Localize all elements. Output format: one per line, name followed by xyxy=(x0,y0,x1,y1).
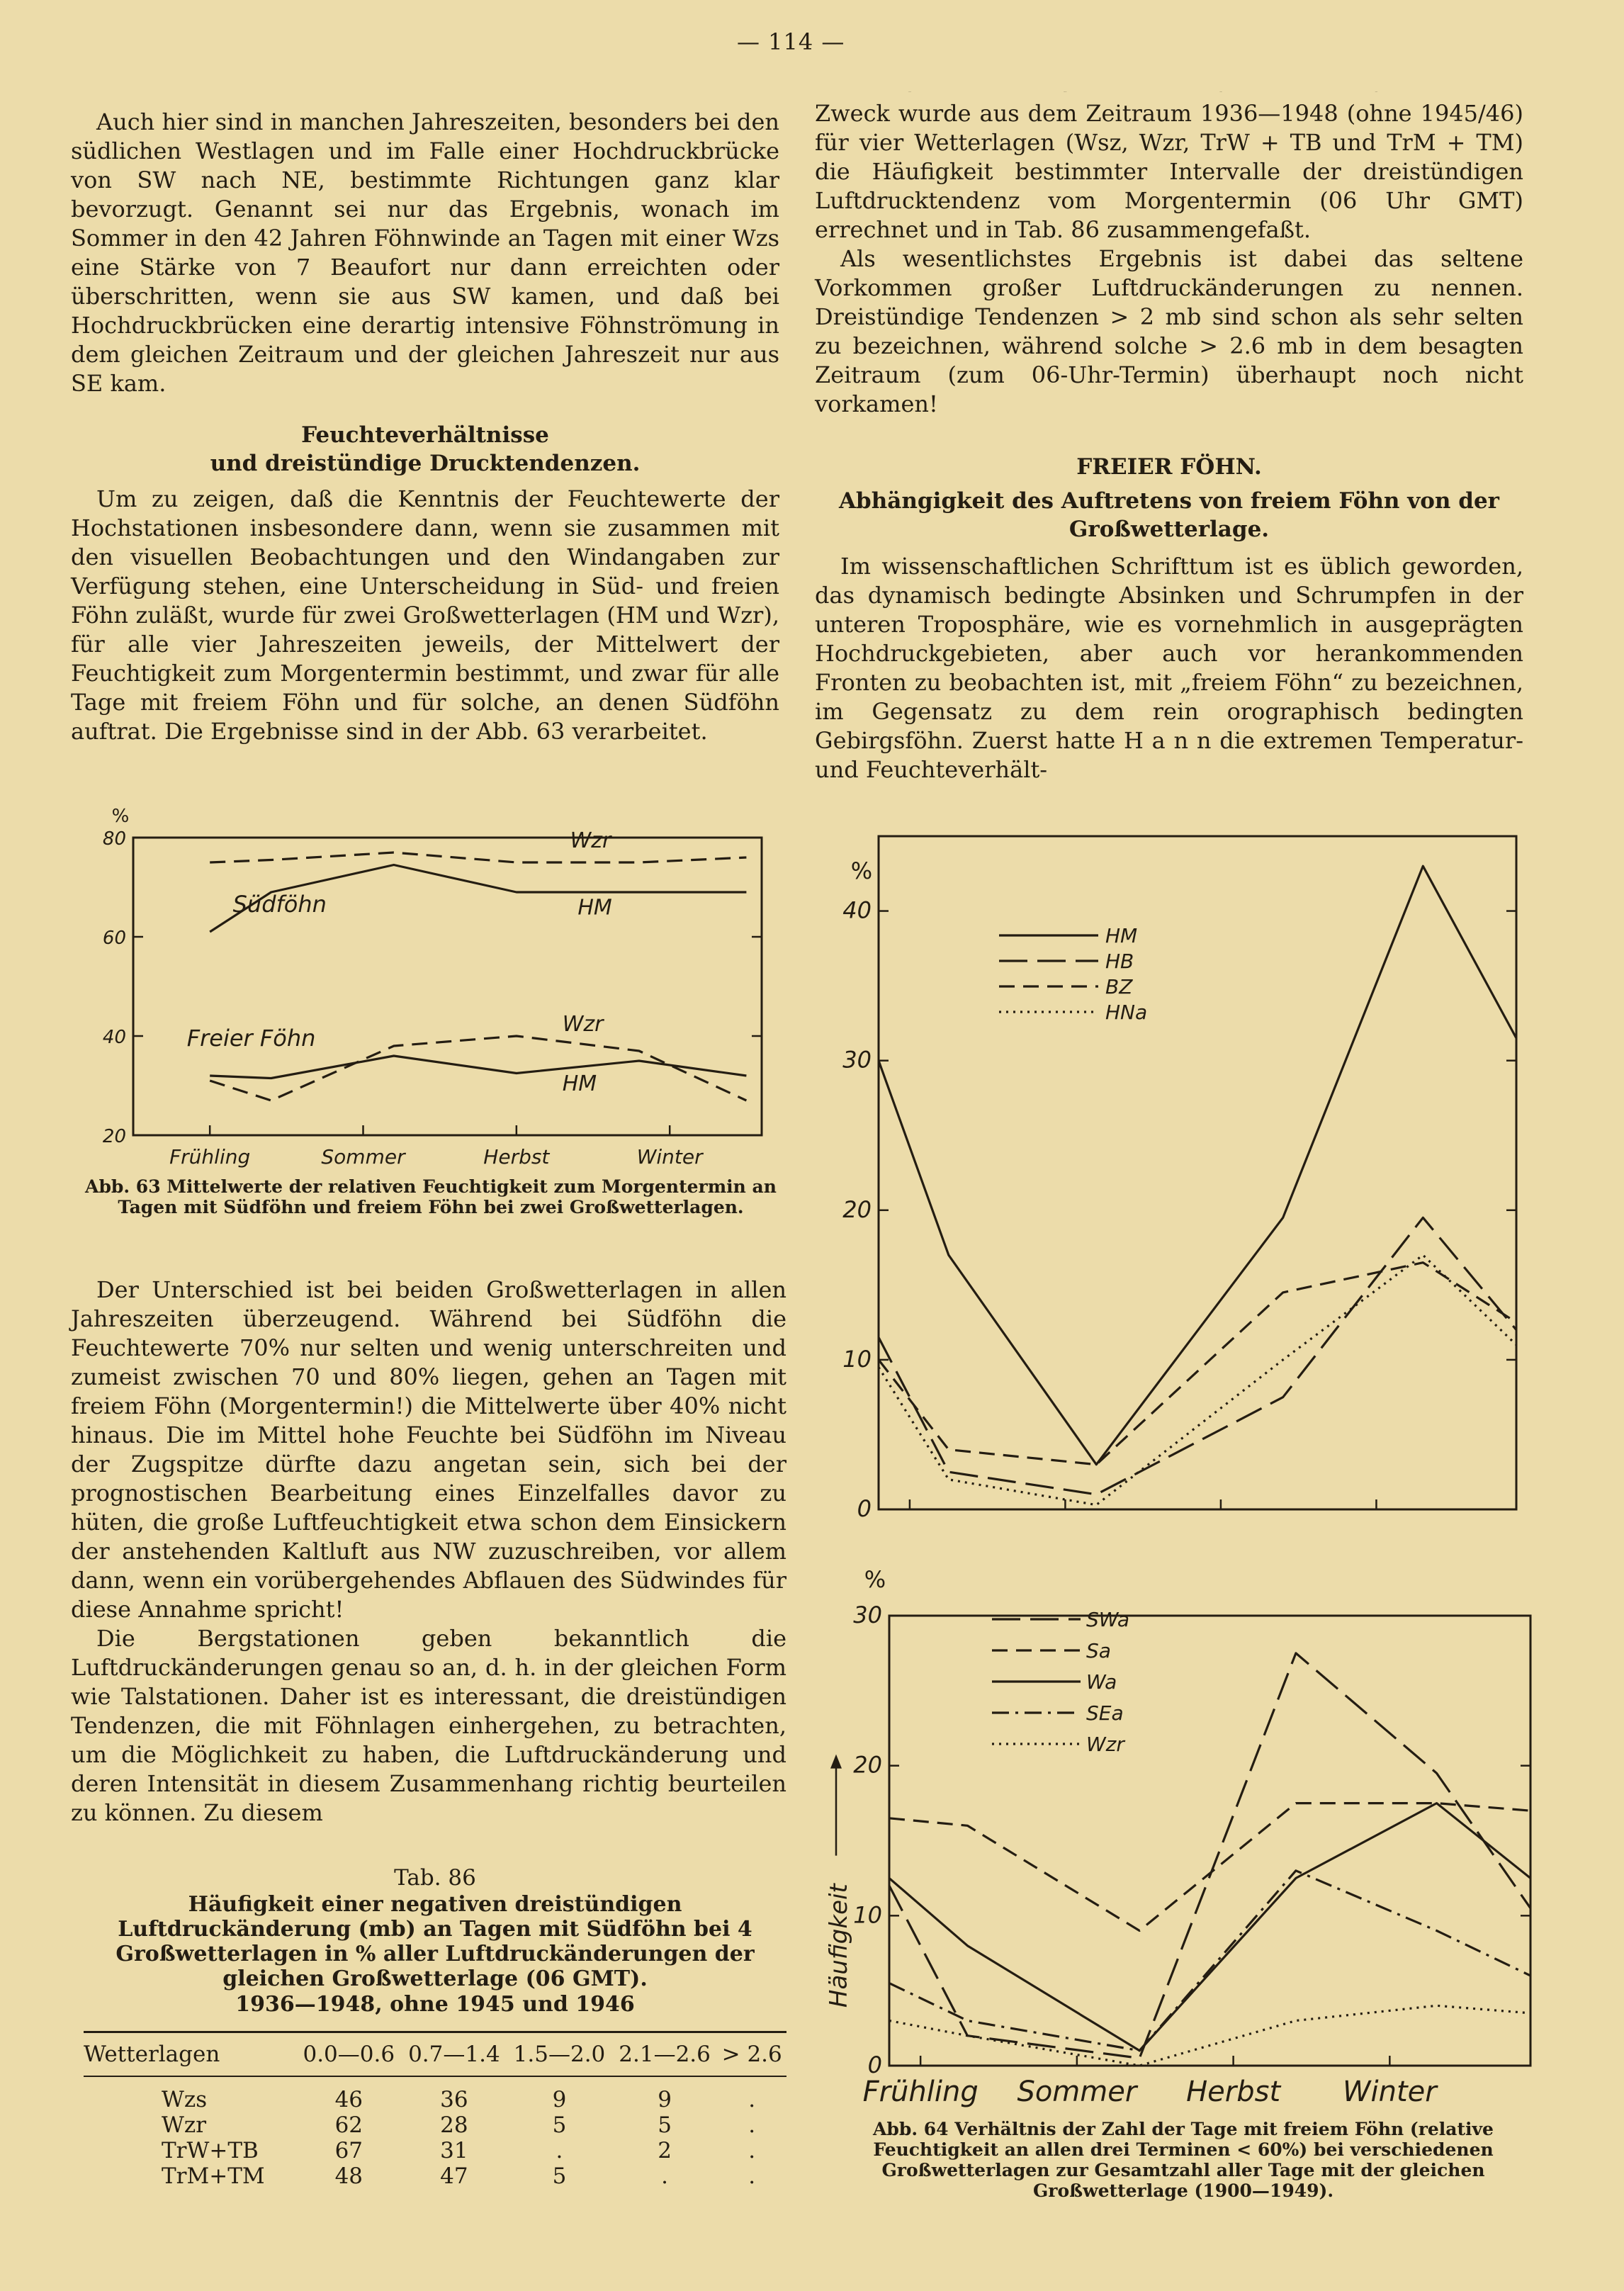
series-line xyxy=(879,866,1516,1465)
table-header: > 2.6 xyxy=(721,2042,782,2067)
table-86-grid xyxy=(84,2033,786,2189)
table-cell: 47 xyxy=(440,2163,468,2189)
table-cell: 48 xyxy=(334,2163,363,2189)
table-cell: Wzs xyxy=(162,2087,208,2112)
table-cell: TrW+TB xyxy=(162,2138,259,2163)
page-number: — 114 — xyxy=(737,28,845,55)
table-header: 0.7—1.4 xyxy=(408,2042,500,2067)
table-cell: 5 xyxy=(552,2112,567,2138)
x-tick-label: Sommer xyxy=(1064,92,1067,93)
legend-label: SEa xyxy=(1086,1701,1124,1725)
table-cell: 46 xyxy=(334,2087,363,2112)
y-axis-unit: % xyxy=(111,806,130,827)
table-header: 1.5—2.0 xyxy=(513,2042,606,2067)
y-tick-label: 10 xyxy=(842,1345,872,1373)
x-tick-label: Frühling xyxy=(862,2076,979,2108)
y-axis-label: Häufigkeit xyxy=(825,1884,853,2008)
x-tick-label: Sommer xyxy=(321,1145,405,1169)
right-column-top xyxy=(815,99,1523,784)
table-cell: . xyxy=(748,2112,756,2138)
paragraph: Im wissenschaftlichen Schrifttum ist es üblich geworden, das dynamisch bedingte Absinken und Schrumpfen in der unteren Troposphäre, wie es vornehmlich in ausgeprägten Hochdruckgebieten, aber auch vor herankommenden Fronten zu beobachten ist, mit „freiem Föhn“ zu bezeichnen, im Gegensatz zu dem rein orographisch bedingten Gebirgsföhn. Zuerst hatte H a n n die extremen Temperatur- und Feuchteverhält- xyxy=(815,553,1523,783)
y-tick-label: 20 xyxy=(102,1126,126,1147)
y-axis-arrowhead xyxy=(830,1755,842,1769)
series-line xyxy=(889,2005,1530,2066)
table-cell: 67 xyxy=(334,2138,363,2163)
plot-frame xyxy=(889,1616,1530,2066)
table-cell: . xyxy=(748,2087,756,2112)
legend-label: HM xyxy=(1105,924,1138,947)
chart-annotation: Wzr xyxy=(562,1012,604,1037)
section-heading: FREIER FÖHN. xyxy=(1076,454,1262,480)
y-tick-label: 40 xyxy=(102,1027,126,1048)
x-tick-label: Winter xyxy=(1375,92,1378,93)
legend-label: Wzr xyxy=(1086,1733,1124,1756)
table-header: 2.1—2.6 xyxy=(619,2042,711,2067)
table-header-row xyxy=(84,2033,786,2076)
series-line xyxy=(879,1217,1516,1495)
paragraph: Der Unterschied ist bei beiden Großwetterlagen in allen Jahreszeiten überzeugend. Während bei Südföhn die Feuchtewerte 70% nur selten und wenig unterschreiten und zumeist zwischen 70 und 80% liegen, gehen an Tagen mit freiem Föhn (Morgentermin!) die Mittelwerte über 40% nicht hinaus. Die im Mittel hohe Feuchte bei Südföhn im Niveau der Zugspitze dürfte dazu angetan sein, sich bei der prognostischen Bearbeitung eines Einzelfalles davor zu hüten, die große Luftfeuchtigkeit etwa schon dem Einsickern der anstehenden Kaltluft aus NW zuzuschreiben, vor allem dann, wenn ein vorübergehendes Abflauen des Südwindes für diese Annahme spricht! xyxy=(71,1276,786,1623)
x-tick-label: Winter xyxy=(1342,2076,1437,2108)
y-axis-unit: % xyxy=(850,857,873,884)
legend-label: HB xyxy=(1105,950,1134,973)
y-tick-label: 20 xyxy=(853,1751,882,1779)
table-cell: 5 xyxy=(552,2163,567,2189)
table-cell: TrM+TM xyxy=(162,2163,265,2189)
table-86 xyxy=(84,1864,786,2189)
table-cell: 28 xyxy=(440,2112,468,2138)
figure-63-caption: Abb. 63 Mittelwerte der relativen Feuchtigkeit zum Morgentermin an Tagen mit Südföhn und freiem Föhn bei zwei Großwetterlagen. xyxy=(85,1176,777,1217)
x-tick-label: Herbst xyxy=(1186,2076,1281,2108)
series-line xyxy=(889,1803,1530,2051)
paragraph: Um zu zeigen, daß die Kenntnis der Feuchtewerte der Hochstationen insbesondere dann, wenn sie zusammen mit den visuellen Beobachtungen und den Windangaben zur Verfügung stehen, eine Unterscheidung in Süd- und freien Föhn zuläßt, wurde für zwei Großwetterlagen (HM und Wzr), für alle vier Jahreszeiten jeweils, der Mittelwert der Feuchtigkeit zum Morgentermin bestimmt, und zwar für alle Tage mit freiem Föhn und für solche, an denen Südföhn auftrat. Die Ergebnisse sind in der Abb. 63 verarbeitet. xyxy=(71,485,779,745)
section-subheading: Abhängigkeit des Auftretens von freiem Föhn von der Großwetterlage. xyxy=(839,488,1499,542)
table-cell: . xyxy=(661,2163,668,2189)
table-header: Wetterlagen xyxy=(84,2042,220,2067)
left-column-top xyxy=(71,108,779,746)
paragraph: Auch hier sind in manchen Jahreszeiten, besonders bei den südlichen Westlagen und im Falle einer Hochdruckbrücke von SW nach NE, bestimmte Richtungen ganz klar bevorzugt. Genannt sei nur das Ergebnis, wonach im Sommer in den 42 Jahren Föhnwinde an Tagen mit einer Wzs eine Stärke von 7 Beaufort nur dann erreichten oder überschritten, wenn sie aus SW kamen, und daß bei Hochdruckbrücken eine derartig intensive Föhnströmung in dem gleichen Zeitraum und der gleichen Jahreszeit nur aus SE kam. xyxy=(71,108,779,397)
figure-64-caption: Abb. 64 Verhältnis der Zahl der Tage mit freiem Föhn (relative Feuchtigkeit an allen drei Terminen < 60%) bei verschiedenen Großwetterlagen zur Gesamtzahl aller Tage mit der gleichen Großwetterlage (1900—1949). xyxy=(873,2119,1494,2201)
chart-annotation: HM xyxy=(577,895,612,921)
legend-label: SWa xyxy=(1086,1608,1130,1631)
table-cell: 36 xyxy=(440,2087,468,2112)
series-line xyxy=(889,1871,1530,2051)
table-cell: 31 xyxy=(440,2138,468,2163)
x-tick-label: Herbst xyxy=(1219,92,1222,93)
paragraph: Als wesentlichstes Ergebnis ist dabei das seltene Vorkommen großer Luftdruckänderungen zu nennen. Dreistündige Tendenzen > 2 mb sind schon als sehr selten zu bezeichnen, während solche > 2.6 mb in dem besagten Zeitraum (zum 06-Uhr-Termin) überhaupt noch nicht vorkamen! xyxy=(815,245,1523,417)
chart-annotation: Wzr xyxy=(570,828,611,853)
table-row xyxy=(84,2138,786,2163)
table-cell: 2 xyxy=(658,2138,672,2163)
legend-label: HNa xyxy=(1105,1001,1148,1024)
y-axis-unit: % xyxy=(864,1566,886,1593)
chart-annotation: HM xyxy=(562,1071,597,1096)
table-cell: 5 xyxy=(658,2112,672,2138)
y-tick-label: 80 xyxy=(102,828,126,850)
series-line xyxy=(210,1056,746,1079)
x-tick-label: Frühling xyxy=(908,92,911,93)
figure-63-chart xyxy=(71,801,779,1169)
chart-annotation: Südföhn xyxy=(232,891,327,918)
y-tick-label: 60 xyxy=(102,928,126,949)
figure-64-lower-chart xyxy=(815,1566,1538,2119)
table-row xyxy=(84,2087,786,2112)
paragraph: Die Bergstationen geben bekanntlich die Luftdruckänderungen genau so an, d. h. in der gleichen Form wie Talstationen. Daher ist es interessant, die dreistündigen Tendenzen, die mit Föhnlagen einhergehen, zu betrachten, um die Möglichkeit zu haben, die Luftdruckänderung und deren Intensität in diesem Zusammenhang richtig beurteilen zu können. Zu diesem xyxy=(71,1625,786,1826)
series-line xyxy=(889,1803,1530,1931)
x-tick-label: Herbst xyxy=(483,1145,550,1169)
table-cell: 62 xyxy=(334,2112,363,2138)
legend-label: Wa xyxy=(1086,1670,1117,1694)
plot-frame xyxy=(133,838,762,1135)
y-tick-label: 20 xyxy=(842,1195,872,1223)
y-tick-label: 30 xyxy=(853,1602,882,1628)
table-cell: . xyxy=(748,2138,756,2163)
left-column-middle xyxy=(71,1276,786,1828)
table-row xyxy=(84,2163,786,2189)
y-tick-label: 30 xyxy=(842,1046,872,1074)
x-tick-label: Winter xyxy=(636,1145,703,1169)
table-subtitle: 1936—1948, ohne 1945 und 1946 xyxy=(235,1992,635,2017)
section-heading: Feuchteverhältnisse xyxy=(301,422,549,448)
table-cell: Wzr xyxy=(162,2112,207,2138)
table-cell: 9 xyxy=(552,2087,567,2112)
paragraph: Zweck wurde aus dem Zeitraum 1936—1948 (ohne 1945/46) für vier Wetterlagen (Wsz, Wzr, TrW + TB und TrM + TM) die Häufigkeit bestimmter Intervalle der dreistündigen Luftdrucktendenz vom Morgentermin (06 Uhr GMT) errechnet und in Tab. 86 zusammengefaßt. xyxy=(815,100,1523,243)
legend-label: BZ xyxy=(1105,975,1133,998)
table-cell: . xyxy=(556,2138,563,2163)
y-tick-label: 0 xyxy=(867,2051,882,2078)
x-tick-label: Sommer xyxy=(1017,2076,1137,2108)
series-line xyxy=(889,1653,1530,2059)
series-line xyxy=(210,852,746,862)
section-heading: und dreistündige Drucktendenzen. xyxy=(210,451,641,476)
chart-annotation: Freier Föhn xyxy=(186,1025,316,1052)
x-tick-label: Frühling xyxy=(169,1145,251,1169)
table-title: Häufigkeit einer negativen dreistündigen Luftdruckänderung (mb) an Tagen mit Südföhn bei 4 Großwetterlagen in % aller Luftdruckänderungen der gleichen Großwetterlage (06 GMT). xyxy=(115,1892,755,1991)
y-tick-label: 10 xyxy=(853,1901,882,1929)
table-row xyxy=(84,2112,786,2138)
legend-label: Sa xyxy=(1086,1639,1111,1662)
table-cell: 9 xyxy=(658,2087,672,2112)
y-tick-label: 0 xyxy=(857,1495,872,1522)
table-cell: . xyxy=(748,2163,756,2189)
table-header: 0.0—0.6 xyxy=(303,2042,395,2067)
y-tick-label: 40 xyxy=(842,896,872,924)
table-label: Tab. 86 xyxy=(394,1865,476,1891)
plot-frame xyxy=(879,836,1516,1509)
